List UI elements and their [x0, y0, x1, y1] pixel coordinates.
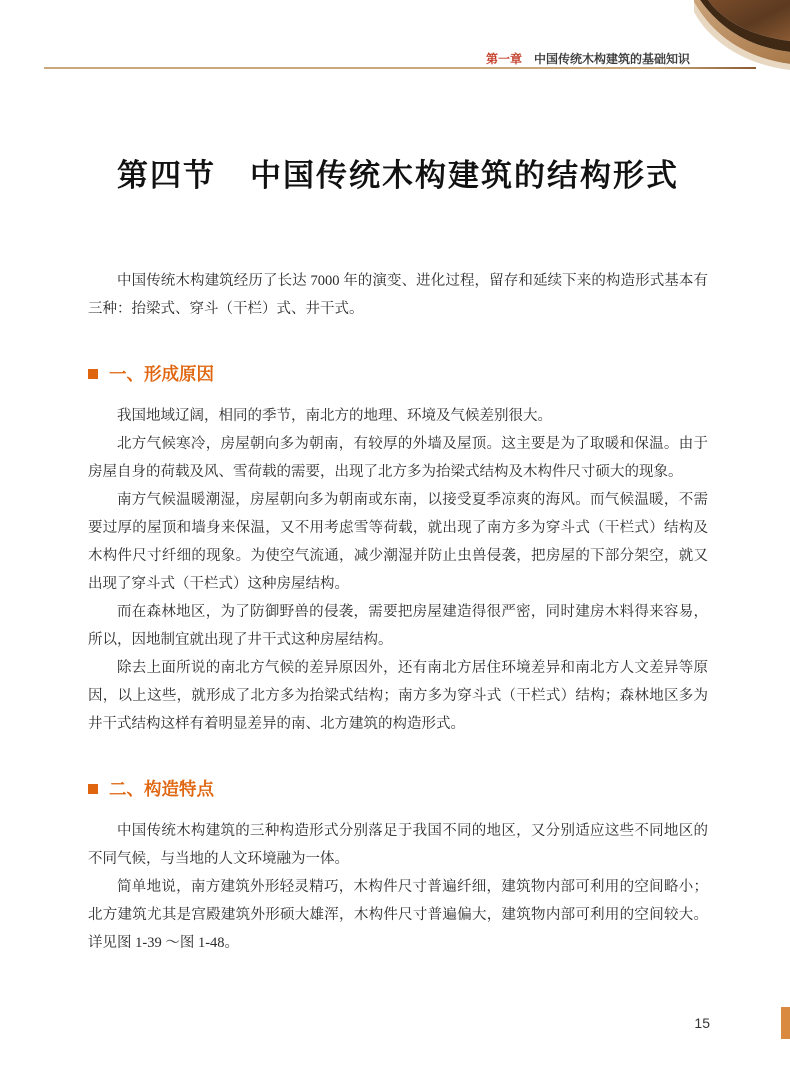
- roof-eave-image: [694, 0, 790, 74]
- section-heading-2-label: 二、构造特点: [109, 779, 214, 799]
- page-title-text: 中国传统木构建筑的结构形式: [250, 158, 679, 194]
- page-number: 15: [694, 1015, 710, 1031]
- paragraph: 而在森林地区，为了防御野兽的侵袭，需要把房屋建造得很严密，同时建房木料得来容易，所以，因地制宜就出现了井干式这种房屋结构。: [88, 604, 708, 648]
- section-heading-1: [88, 361, 708, 386]
- square-bullet-icon: [88, 369, 98, 379]
- paragraph: 南方气候温暖潮湿，房屋朝向多为朝南或东南，以接受夏季凉爽的海风。而气候温暖，不需要过厚的屋顶和墙身来保温，又不用考虑雪等荷载，就出现了南方多为穿斗式（干栏式）结构及木构件尺寸纤细的现象。为使空气流通，减少潮湿并防止虫兽侵袭，把房屋的下部分架空，就又出现了穿斗式（干栏式）这种房屋结构。: [88, 492, 708, 592]
- page-title: [88, 150, 708, 195]
- section-1-body: [88, 402, 708, 738]
- paragraph: 简单地说，南方建筑外形轻灵精巧，木构件尺寸普遍纤细，建筑物内部可利用的空间略小；北方建筑尤其是宫殿建筑外形硕大雄浑，木构件尺寸普遍偏大，建筑物内部可利用的空间较大。详见图 1-39 ～图 1-48。: [88, 879, 708, 951]
- chapter-title: 中国传统木构建筑的基础知识: [533, 52, 690, 66]
- section-heading-2: [88, 776, 708, 801]
- section-formation-reasons: [88, 361, 708, 738]
- paragraph: 我国地域辽阔，相同的季节，南北方的地理、环境及气候差别很大。: [117, 408, 552, 424]
- paragraph: 中国传统木构建筑的三种构造形式分别落足于我国不同的地区，又分别适应这些不同地区的不同气候，与当地的人文环境融为一体。: [88, 823, 708, 867]
- paragraph: 除去上面所说的南北方气候的差异原因外，还有南北方居住环境差异和南北方人文差异等原因，以上这些，就形成了北方多为抬梁式结构；南方多为穿斗式（干栏式）结构；森林地区多为井干式结构这样有着明显差异的南、北方建筑的构造形式。: [88, 660, 708, 732]
- main-content: [88, 0, 708, 957]
- roof-eave-graphic: [694, 0, 790, 74]
- paragraph: 北方气候寒冷，房屋朝向多为朝南，有较厚的外墙及屋顶。这主要是为了取暖和保温。由于房屋自身的荷载及风、雪荷载的需要，出现了北方多为抬梁式结构及木构件尺寸硕大的现象。: [88, 436, 708, 480]
- section-2-body: [88, 817, 708, 957]
- section-heading-1-label: 一、形成原因: [109, 364, 214, 384]
- chapter-label: 第一章: [485, 52, 522, 66]
- section-structural-features: [88, 776, 708, 957]
- square-bullet-icon: [88, 784, 98, 794]
- footer-accent-bar: [781, 1007, 790, 1039]
- intro-paragraph: 中国传统木构建筑经历了长达 7000 年的演变、进化过程，留存和延续下来的构造形式基本有三种：抬梁式、穿斗（干栏）式、井干式。: [88, 273, 708, 317]
- page-title-label: 第四节: [117, 158, 216, 194]
